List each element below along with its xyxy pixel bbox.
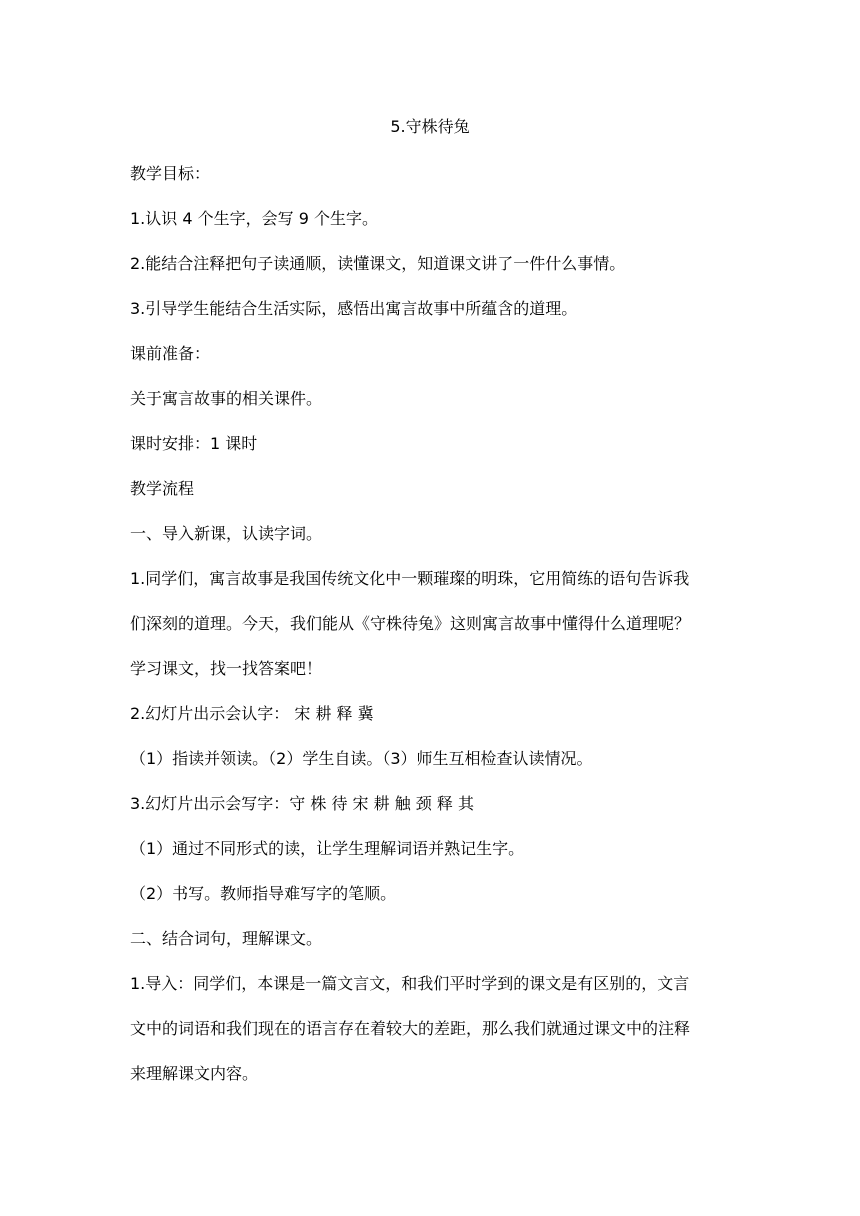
section-2-paragraph-line-2: 文中的词语和我们现在的语言存在着较大的差距，那么我们就通过课文中的注释 [130,1019,691,1038]
section-2-paragraph-line-3: 来理解课文内容。 [130,1064,259,1083]
heading-process: 教学流程 [130,479,195,498]
section-1-paragraph-line-2: 们深刻的道理。今天，我们能从《守株待兔》这则寓言故事中懂得什么道理呢？ [130,614,691,633]
section-2-paragraph-line-1: 1.导入：同学们，本课是一篇文言文，和我们平时学到的课文是有区别的，文言 [130,974,690,993]
section-2-heading: 二、结合词句，理解课文。 [130,929,323,948]
heading-teaching-goals: 教学目标： [130,164,211,183]
write-characters: 3.幻灯片出示会写字：守 株 待 宋 耕 触 颈 释 其 [130,794,474,813]
write-step-2: （2）书写。教师指导难写字的笔顺。 [130,884,397,903]
recognize-characters: 2.幻灯片出示会认字： 宋 耕 释 冀 [130,704,374,723]
section-1-paragraph-line-3: 学习课文，找一找答案吧！ [130,659,323,678]
lesson-title: 5.守株待兔 [390,117,470,136]
goal-1: 1.认识 4 个生字，会写 9 个生字。 [130,209,378,228]
schedule-text: 课时安排：1 课时 [130,434,258,453]
section-1-heading: 一、导入新课，认读字词。 [130,524,323,543]
write-step-1: （1）通过不同形式的读，让学生理解词语并熟记生字。 [130,839,525,858]
reading-steps: （1）指读并领读。（2）学生自读。（3）师生互相检查认读情况。 [130,749,593,768]
goal-2: 2.能结合注释把句子读通顺，读懂课文，知道课文讲了一件什么事情。 [130,254,626,273]
heading-preparation: 课前准备： [130,344,211,363]
preparation-text: 关于寓言故事的相关课件。 [130,389,323,408]
section-1-paragraph-line-1: 1.同学们，寓言故事是我国传统文化中一颗璀璨的明珠，它用简练的语句告诉我 [130,569,690,588]
goal-3: 3.引导学生能结合生活实际，感悟出寓言故事中所蕴含的道理。 [130,299,578,318]
